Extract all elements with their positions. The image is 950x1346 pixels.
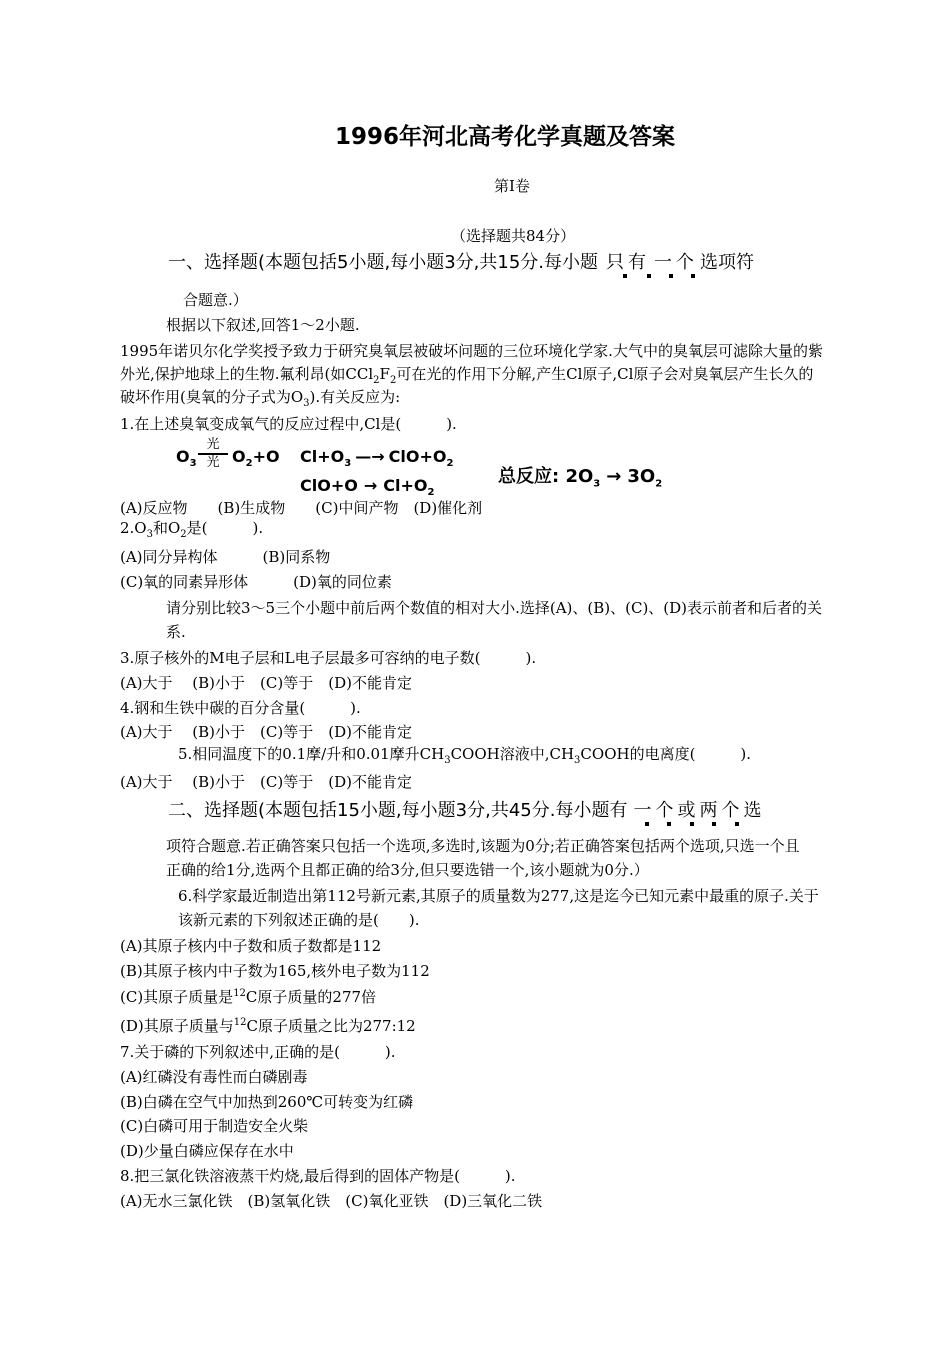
emph-char: 个 bbox=[721, 800, 740, 821]
intro-text: F bbox=[379, 365, 390, 383]
arrow: → bbox=[606, 466, 622, 487]
question-7-option-b: (B)白磷在空气中加热到260℃可转变为红磷 bbox=[120, 1093, 414, 1111]
formula: ClO+O bbox=[300, 476, 358, 495]
section2-heading-tail: 选 bbox=[743, 800, 762, 821]
section2-heading bbox=[168, 796, 761, 822]
question-3-stem: 3.原子核外的M电子层和L电子层最多可容纳的电子数( ). bbox=[120, 649, 537, 667]
stem-text: 2.O bbox=[120, 519, 147, 537]
stem-text: COOH的电离度( ). bbox=[580, 745, 752, 763]
emphasis-dot bbox=[647, 274, 651, 278]
subscript: 2 bbox=[389, 375, 397, 386]
condition-top: 光 bbox=[206, 437, 220, 452]
question-2-stem bbox=[120, 518, 263, 538]
arrow: → bbox=[363, 476, 378, 495]
volume-note: （选择题共84分） bbox=[451, 227, 576, 245]
formula: O bbox=[176, 447, 190, 466]
section2-heading-cont: 项符合题意.若正确答案只包括一个选项,多选时,该题为0分;若正确答案包括两个选项,只选一个且 bbox=[166, 837, 800, 855]
stem-text: COOH溶液中,CH bbox=[450, 745, 575, 763]
question-1-stem: 1.在上述臭氧变成氧气的反应过程中,Cl是( ). bbox=[120, 415, 457, 433]
subscript: 3 bbox=[189, 458, 197, 470]
subscript: 3 bbox=[574, 755, 581, 766]
emphasis-dot bbox=[667, 822, 671, 826]
subscript: 3 bbox=[303, 398, 310, 409]
emph-char: 个 bbox=[676, 252, 694, 273]
emph-char: 一 bbox=[654, 252, 672, 273]
emphasis-dot bbox=[645, 822, 649, 826]
superscript: 12 bbox=[233, 1017, 247, 1028]
question-1-options: (A)反应物 (B)生成物 (C)中间产物 (D)催化剂 bbox=[120, 499, 483, 517]
section1-heading bbox=[168, 248, 754, 274]
intro-text: 可在光的作用下分解,产生Cl原子,Cl原子会对臭氧层产生长久的 bbox=[396, 365, 814, 383]
question-7-option-c: (C)白磷可用于制造安全火柴 bbox=[120, 1117, 309, 1135]
total-reaction bbox=[498, 462, 662, 488]
subscript: 2 bbox=[655, 478, 663, 490]
condition-bottom: 光 bbox=[206, 455, 220, 470]
reaction-1 bbox=[176, 447, 197, 470]
emphasis-dot bbox=[690, 822, 694, 826]
question-6-option-b: (B)其原子核内中子数为165,核外电子数为112 bbox=[120, 962, 430, 980]
stem-text: 5.相同温度下的0.1摩/升和0.01摩升CH bbox=[178, 745, 445, 763]
reaction-2 bbox=[300, 447, 454, 470]
question-6-option-c bbox=[120, 987, 376, 1007]
page-title: 1996年河北高考化学真题及答案 bbox=[335, 124, 676, 150]
subscript: 3 bbox=[344, 458, 352, 470]
emphasis-dot bbox=[623, 274, 627, 278]
question-5-options: (A)大于 (B)小于 (C)等于 (D)不能肯定 bbox=[120, 773, 412, 791]
formula: O bbox=[232, 447, 246, 466]
formula: 总反应: 2O bbox=[498, 466, 594, 487]
formula: 3O bbox=[627, 466, 656, 487]
subscript: 2 bbox=[446, 458, 454, 470]
emph-char: 个 bbox=[655, 800, 674, 821]
formula: Cl+O bbox=[300, 447, 345, 466]
emph-char: 一 bbox=[633, 800, 652, 821]
emph-char: 有 bbox=[628, 252, 646, 273]
section2-heading-text: 二、选择题(本题包括15小题,每小题3分,共45分.每小题有 bbox=[168, 800, 628, 821]
question-8-options: (A)无水三氯化铁 (B)氢氧化铁 (C)氧化亚铁 (D)三氧化二铁 bbox=[120, 1192, 543, 1210]
section1-heading-text: 一、选择题(本题包括5小题,每小题3分,共15分.每小题 bbox=[168, 252, 598, 273]
subscript: 3 bbox=[444, 755, 451, 766]
question-8-stem: 8.把三氯化铁溶液蒸干灼烧,最后得到的固体产物是( ). bbox=[120, 1167, 516, 1185]
arrow: —→ bbox=[355, 447, 385, 466]
question-5-stem bbox=[178, 744, 751, 764]
stem-text: 是( ). bbox=[186, 519, 264, 537]
reaction-condition bbox=[198, 438, 228, 470]
intro-text: ).有关反应为: bbox=[309, 388, 401, 406]
question-7-option-a: (A)红磷没有毒性而白磷剧毒 bbox=[120, 1068, 308, 1086]
stem-text: 和O bbox=[152, 519, 181, 537]
superscript: 12 bbox=[233, 988, 246, 999]
intro-line bbox=[120, 387, 400, 407]
reaction-1-right bbox=[232, 447, 280, 470]
question-6-stem: 6.科学家最近制造出第112号新元素,其原子的质量数为277,这是迄今已知元素中最重的原子.关于 bbox=[178, 887, 819, 905]
question-2-options: (A)同分异构体 (B)同系物 bbox=[120, 548, 331, 566]
compare-intro: 系. bbox=[166, 623, 186, 641]
section1-heading-cont: 合题意.） bbox=[183, 291, 248, 309]
option-text: (C)其原子质量是 bbox=[120, 988, 234, 1006]
subscript: 3 bbox=[593, 478, 601, 490]
formula: +O bbox=[252, 447, 280, 466]
intro-line bbox=[120, 364, 813, 384]
reaction-3 bbox=[300, 476, 435, 499]
intro-line: 1995年诺贝尔化学奖授予致力于研究臭氧层被破坏问题的三位环境化学家.大气中的臭氧层可滤除大量的紫 bbox=[120, 342, 823, 360]
formula: Cl+O bbox=[383, 476, 428, 495]
option-text: (D)其原子质量与 bbox=[120, 1017, 234, 1035]
section1-lead: 根据以下叙述,回答1～2小题. bbox=[166, 316, 360, 334]
emphasis-dot bbox=[735, 822, 739, 826]
emphasis-dot bbox=[712, 822, 716, 826]
emph-char: 或 bbox=[677, 800, 696, 821]
compare-intro: 请分别比较3～5三个小题中前后两个数值的相对大小.选择(A)、(B)、(C)、(D)表示前者和后者的关 bbox=[166, 599, 823, 617]
question-6-option-a: (A)其原子核内中子数和质子数都是112 bbox=[120, 937, 382, 955]
intro-text: 外光,保护地球上的生物.氟利昂(如CCl bbox=[120, 365, 374, 383]
question-7-stem: 7.关于磷的下列叙述中,正确的是( ). bbox=[120, 1043, 396, 1061]
option-text: C原子质量的277倍 bbox=[245, 988, 377, 1006]
emph-char: 只 bbox=[606, 252, 624, 273]
emphasis-dot bbox=[669, 274, 673, 278]
question-2-options: (C)氧的同素异形体 (D)氧的同位素 bbox=[120, 573, 392, 591]
subscript: 2 bbox=[427, 487, 435, 499]
formula: ClO+O bbox=[388, 447, 447, 466]
subscript: 2 bbox=[245, 458, 253, 470]
emphasis-dot bbox=[691, 274, 695, 278]
subscript: 2 bbox=[180, 529, 187, 540]
question-4-options: (A)大于 (B)小于 (C)等于 (D)不能肯定 bbox=[120, 723, 412, 741]
question-6-stem: 该新元素的下列叙述正确的是( ). bbox=[178, 911, 420, 929]
emph-char: 两 bbox=[699, 800, 718, 821]
option-text: C原子质量之比为277:12 bbox=[246, 1017, 416, 1035]
volume-label: 第I卷 bbox=[494, 177, 530, 195]
subscript: 3 bbox=[146, 529, 153, 540]
subscript: 2 bbox=[373, 375, 380, 386]
intro-text: 破坏作用(臭氧的分子式为O bbox=[120, 388, 304, 406]
section2-heading-cont: 正确的给1分,选两个且都正确的给3分,但只要选错一个,该小题就为0分.） bbox=[166, 861, 649, 879]
section1-heading-tail: 选项符 bbox=[700, 252, 754, 273]
question-6-option-d bbox=[120, 1016, 416, 1036]
question-7-option-d: (D)少量白磷应保存在水中 bbox=[120, 1142, 294, 1160]
question-4-stem: 4.钢和生铁中碳的百分含量( ). bbox=[120, 699, 361, 717]
question-3-options: (A)大于 (B)小于 (C)等于 (D)不能肯定 bbox=[120, 674, 412, 692]
